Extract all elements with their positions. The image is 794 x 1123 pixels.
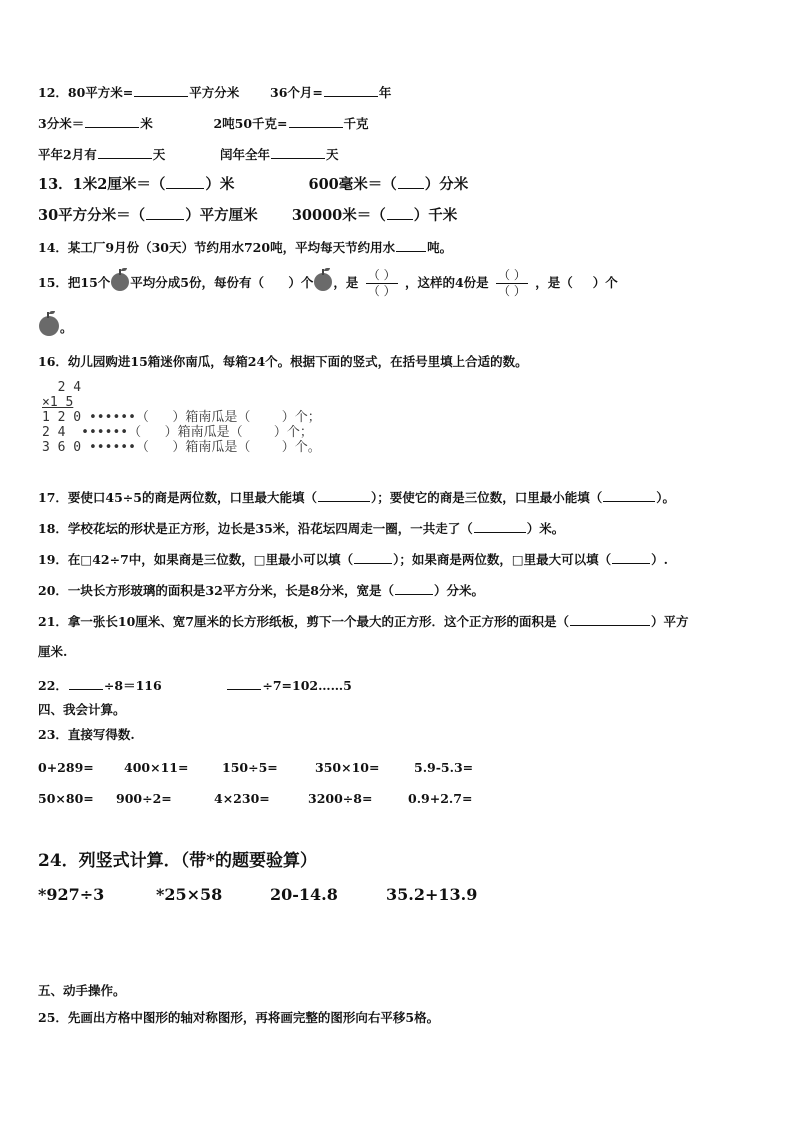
q23-title: 23．直接写得数. bbox=[38, 727, 135, 742]
calc-item: 900÷2= bbox=[116, 791, 172, 806]
q13-row1: 13．1米2厘米＝（ ）米 600毫米＝（ ）分米 bbox=[38, 176, 469, 193]
calc-item: 350×10= bbox=[315, 760, 380, 775]
q12-row3: 平年2月有 天 闰年全年 天 bbox=[38, 147, 339, 162]
section-five-heading: 五、动手操作。 bbox=[38, 983, 126, 998]
q12-row1: 12．80平方米= 平方分米 36个月= 年 bbox=[38, 85, 392, 100]
answer-blank[interactable] bbox=[85, 115, 139, 128]
q12-row2: 3分米＝ 米 2吨50千克= 千克 bbox=[38, 116, 369, 131]
calc-item: 400×11= bbox=[124, 760, 189, 775]
calc-item: 5.9-5.3= bbox=[414, 760, 474, 775]
answer-blank[interactable] bbox=[134, 84, 188, 97]
q24-title: 24．列竖式计算．（带*的题要验算） bbox=[38, 851, 318, 871]
answer-blank[interactable] bbox=[387, 207, 413, 220]
vertical-calc-item: *927÷3 bbox=[38, 885, 105, 904]
q16-text: 16．幼儿园购进15箱迷你南瓜，每箱24个。根据下面的竖式，在括号里填上合适的数。 bbox=[38, 354, 528, 369]
section-four-heading: 四、我会计算。 bbox=[38, 702, 126, 717]
q18: 18．学校花坛的形状是正方形，边长是35米，沿花坛四周走一圈，一共走了（ ）米。 bbox=[38, 521, 565, 536]
fraction-blank[interactable]: $\frac{( )}{( )}$ bbox=[498, 268, 526, 298]
q15-continuation: 。 bbox=[38, 316, 73, 336]
q22: 22． ÷8＝116 ÷7=102……5 bbox=[38, 678, 352, 693]
apple-icon bbox=[39, 316, 59, 336]
answer-blank[interactable] bbox=[318, 489, 370, 502]
answer-blank[interactable] bbox=[69, 677, 103, 690]
answer-blank[interactable] bbox=[146, 207, 184, 220]
answer-blank[interactable] bbox=[603, 489, 655, 502]
answer-blank[interactable] bbox=[395, 582, 433, 595]
q25-text: 25．先画出方格中图形的轴对称图形，再将画完整的图形向右平移5格。 bbox=[38, 1010, 440, 1025]
answer-blank[interactable] bbox=[612, 551, 650, 564]
vertical-calc-item: 35.2+13.9 bbox=[386, 885, 478, 904]
answer-blank[interactable] bbox=[227, 677, 261, 690]
q21: 21．拿一张长10厘米、宽7厘米的长方形纸板，剪下一个最大的正方形．这个正方形的面积是（ ）平方 bbox=[38, 614, 689, 629]
vertical-calc-item: *25×58 bbox=[156, 885, 223, 904]
answer-blank[interactable] bbox=[271, 146, 325, 159]
calc-item: 150÷5= bbox=[222, 760, 278, 775]
fraction-blank[interactable]: $\frac{( )}{( )}$ bbox=[367, 268, 396, 298]
q13-row2: 30平方分米＝（ ）平方厘米 30000米＝（ ）千米 bbox=[38, 207, 458, 224]
vertical-multiplication: 2 4 ×1 5 1 2 0 ••••••（ ）箱南瓜是（ ）个； 2 4 ••••••（ ）箱南瓜是（ ）个； 3 6 0 ••••••（ ）箱南瓜是（ ）个。 bbox=[42, 380, 321, 455]
calc-item: 0.9+2.7= bbox=[408, 791, 473, 806]
answer-blank[interactable] bbox=[570, 613, 650, 626]
answer-blank[interactable] bbox=[396, 239, 426, 252]
calc-item: 3200÷8= bbox=[308, 791, 373, 806]
q20: 20．一块长方形玻璃的面积是32平方分米，长是8分米，宽是（ ）分米。 bbox=[38, 583, 485, 598]
calc-item: 50×80= bbox=[38, 791, 94, 806]
q15: 15．把15个 平均分成5份，每份有（ ）个 ，是 $\frac{( )}{( )}$ ，这样的4份是 $\frac{( )}{( )}$ ，是（ ）个 bbox=[38, 268, 618, 298]
answer-blank[interactable] bbox=[398, 176, 424, 189]
answer-blank[interactable] bbox=[166, 176, 204, 189]
q14: 14．某工厂9月份（30天）节约用水720吨，平均每天节约用水 吨。 bbox=[38, 240, 453, 255]
calc-item: 4×230= bbox=[214, 791, 270, 806]
calc-item: 0+289= bbox=[38, 760, 94, 775]
answer-blank[interactable] bbox=[324, 84, 378, 97]
answer-blank[interactable] bbox=[98, 146, 152, 159]
vertical-calc-item: 20-14.8 bbox=[270, 885, 338, 904]
answer-blank[interactable] bbox=[289, 115, 343, 128]
answer-blank[interactable] bbox=[474, 520, 526, 533]
q19: 19．在□42÷7中，如果商是三位数，□里最小可以填（ ）；如果商是两位数，□里最大可以填（ ）. bbox=[38, 552, 669, 567]
apple-icon bbox=[314, 273, 332, 291]
apple-icon bbox=[111, 273, 129, 291]
answer-blank[interactable] bbox=[354, 551, 392, 564]
q21-unit: 厘米. bbox=[38, 644, 68, 659]
q17: 17．要使口45÷5的商是两位数，口里最大能填（ ）；要使它的商是三位数，口里最小能填（ ）。 bbox=[38, 490, 675, 505]
